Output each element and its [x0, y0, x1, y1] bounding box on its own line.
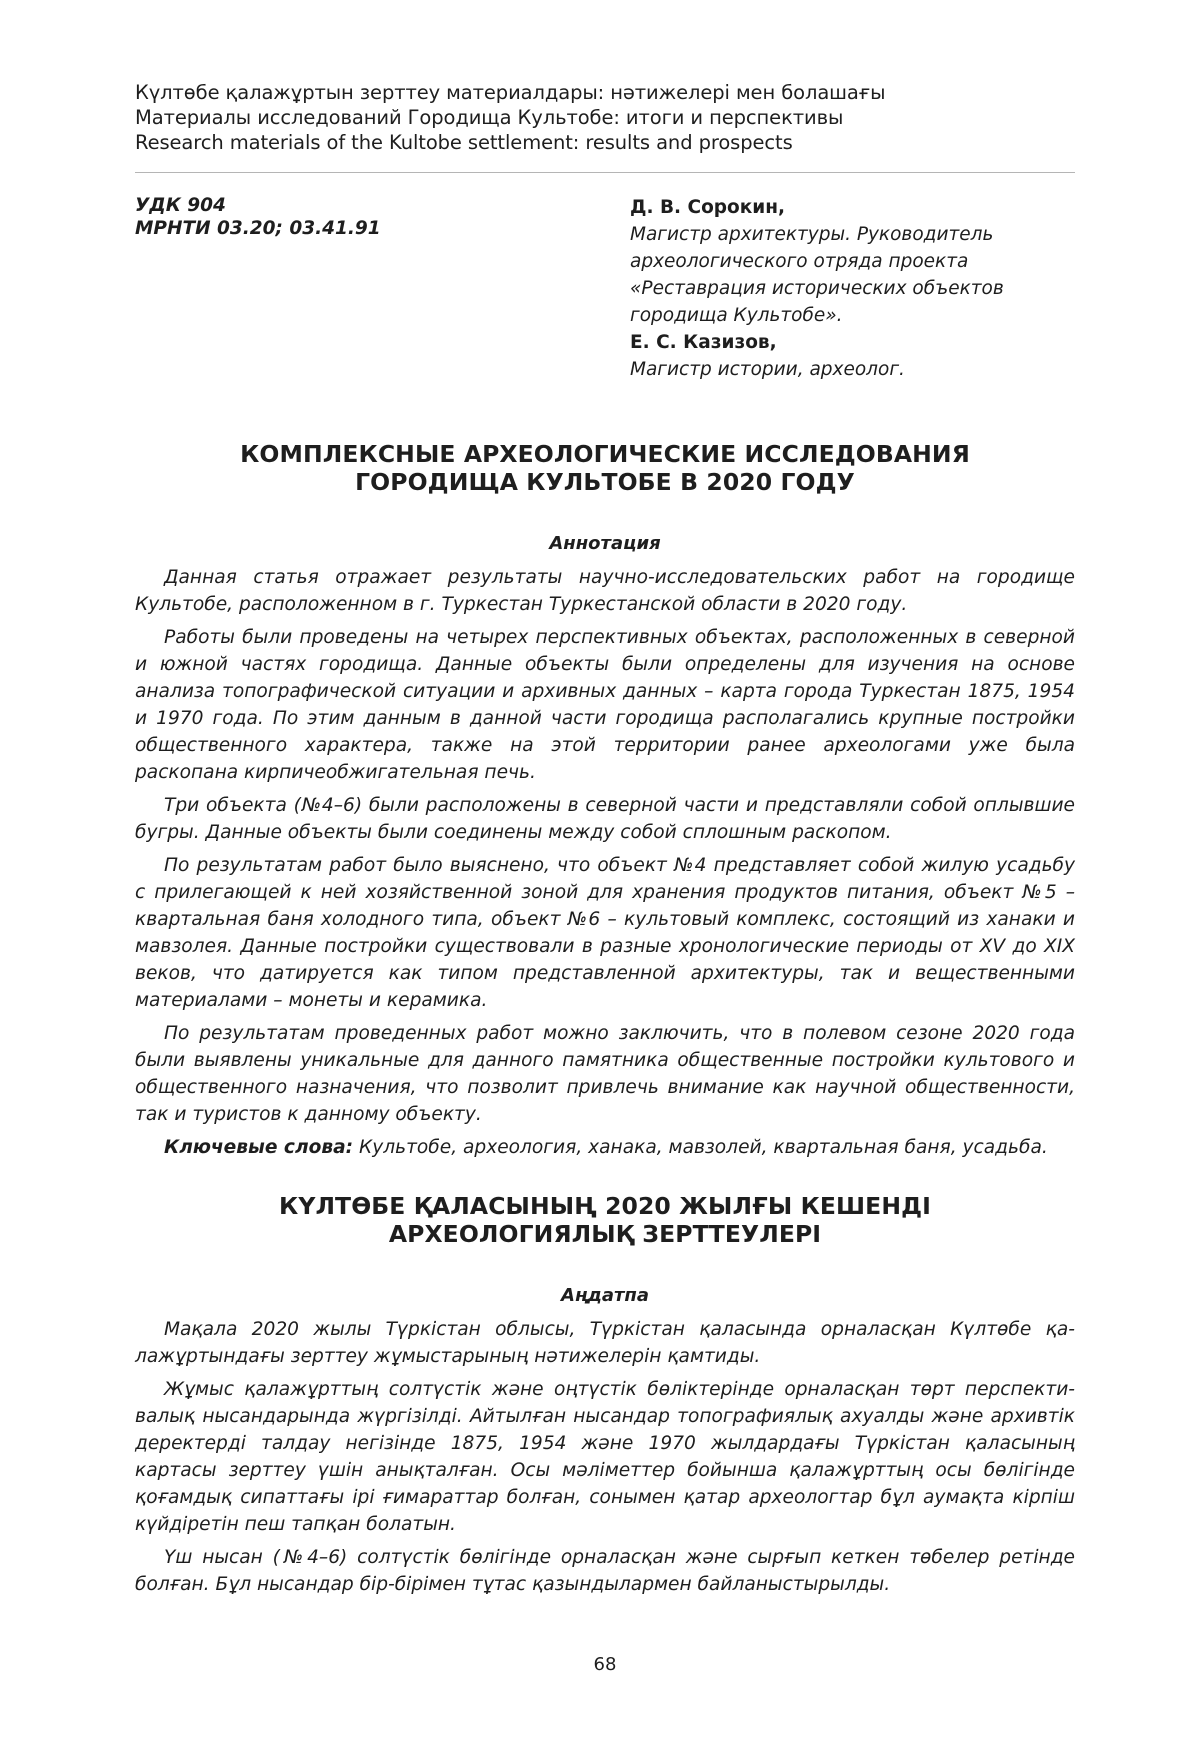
header-line-russian: Материалы исследований Городища Культобе: итоги и перспективы	[135, 106, 844, 129]
author-affiliation: Магистр архитектуры. Руководитель археологического отряда проекта «Реставрация исторических объектов городища Культобе».	[630, 224, 1004, 326]
running-header	[135, 80, 1075, 155]
abstract-paragraph: По результатам работ было выяснено, что объект №4 представляет собой жилую усадьбу с прилегающей к ней хозяйственной зоной для хранения продуктов питания, объект №5 – квартальная баня холодного типа, объект №6 – культовый комплекс, состоящий из ханаки и мавзолея. Данные постройки существовали в разные хронологические периоды от XV до XIX веков, что датируется как типом представленной архитектуры, так и вещественными материалами – монеты и керамика.	[135, 855, 1075, 1011]
title-line: ГОРОДИЩА КУЛЬТОБЕ В 2020 ГОДУ	[355, 468, 855, 496]
article-title-russian	[135, 440, 1075, 496]
mrnti-code: МРНТИ 03.20; 03.41.91	[135, 218, 381, 239]
author-name: Е. С. Казизов,	[630, 332, 777, 353]
header-line-kazakh: Күлтөбе қалажұртын зерттеу материалдары: нәтижелері мен болашағы	[135, 81, 886, 104]
abstract-paragraph: Үш нысан (№4–6) солтүстік бөлігінде орналасқан және сырғып кеткен төбелер ретінде болған. Бұл нысандар бір-бірімен тұтас қазындылармен байланыстырылды.	[135, 1547, 1075, 1595]
author-name: Д. В. Сорокин,	[630, 197, 786, 218]
abstract-paragraph: Три объекта (№4–6) были расположены в северной части и представляли собой оплывшие бугры. Данные объекты были соединены между собой сплошным раскопом.	[135, 795, 1075, 843]
keywords	[135, 1134, 1075, 1161]
abstract-paragraph: Работы были проведены на четырех перспективных объектах, расположенных в северной и южной частях городища. Данные объекты были определены для изучения на основе анализа топографической ситуации и архивных данных – карта города Туркестан 1875, 1954 и 1970 года. По этим данным в данной части городища располагались крупные постройки общественного характера, также на этой территории ранее археологами уже была раскопана кирпичеобжигательная печь.	[135, 627, 1075, 783]
header-line-english: Research materials of the Kultobe settlement: results and prospects	[135, 131, 793, 154]
abstract-paragraph: Мақала 2020 жылы Түркістан облысы, Түркістан қаласында орналасқан Күлтөбе қалажұртындағы зерттеу жұмыстарының нәтижелерін қамтиды.	[135, 1319, 1075, 1367]
udk-code: УДК 904	[135, 195, 226, 216]
keywords-text: Культобе, археология, ханака, мавзолей, квартальная баня, усадьба.	[359, 1137, 1048, 1158]
title-line: КОМПЛЕКСНЫЕ АРХЕОЛОГИЧЕСКИЕ ИССЛЕДОВАНИЯ	[240, 440, 970, 468]
abstract-kazakh	[135, 1316, 1075, 1604]
abstract-russian	[135, 564, 1075, 1167]
abstract-paragraph: По результатам проведенных работ можно заключить, что в полевом сезоне 2020 года были выявлены уникальные для данного памятника общественные постройки культового и общественного назначения, что позволит привлечь внимание как научной общественности, так и туристов к данному объекту.	[135, 1023, 1075, 1125]
author-block	[630, 194, 1075, 383]
author-affiliation: Магистр истории, археолог.	[630, 359, 905, 380]
abstract-heading-russian: Аннотация	[549, 533, 661, 554]
abstract-paragraph: Жұмыс қалажұрттың солтүстік және оңтүстік бөліктерінде орналасқан төрт перспективалық нысандарында жүргізілді. Айтылған нысандар топографиялық ахуалды және архивтік деректерді талдау негізінде 1875, 1954 және 1970 жылдардағы Түркістан қаласының картасы зерттеу үшін анықталған. Осы мәліметтер бойынша қалажұрттың осы бөлігінде қоғамдық сипаттағы ірі ғимараттар болған, сонымен қатар археологтар бұл аумақта кірпіш күйдіретін пеш тапқан болатын.	[135, 1379, 1075, 1535]
keywords-label: Ключевые слова:	[164, 1137, 354, 1158]
abstract-heading-kazakh: Аңдатпа	[560, 1285, 650, 1306]
page	[135, 0, 1075, 1749]
title-line: КҮЛТӨБЕ ҚАЛАСЫНЫҢ 2020 ЖЫЛҒЫ КЕШЕНДІ	[279, 1192, 931, 1220]
header-divider	[135, 172, 1075, 173]
article-title-kazakh	[135, 1192, 1075, 1248]
classification-codes	[135, 194, 381, 240]
title-line: АРХЕОЛОГИЯЛЫҚ ЗЕРТТЕУЛЕРІ	[388, 1220, 822, 1248]
abstract-paragraph: Данная статья отражает результаты научно-исследовательских работ на городище Культобе, расположенном в г. Туркестан Туркестанской области в 2020 году.	[135, 567, 1075, 615]
page-number: 68	[593, 1654, 617, 1675]
